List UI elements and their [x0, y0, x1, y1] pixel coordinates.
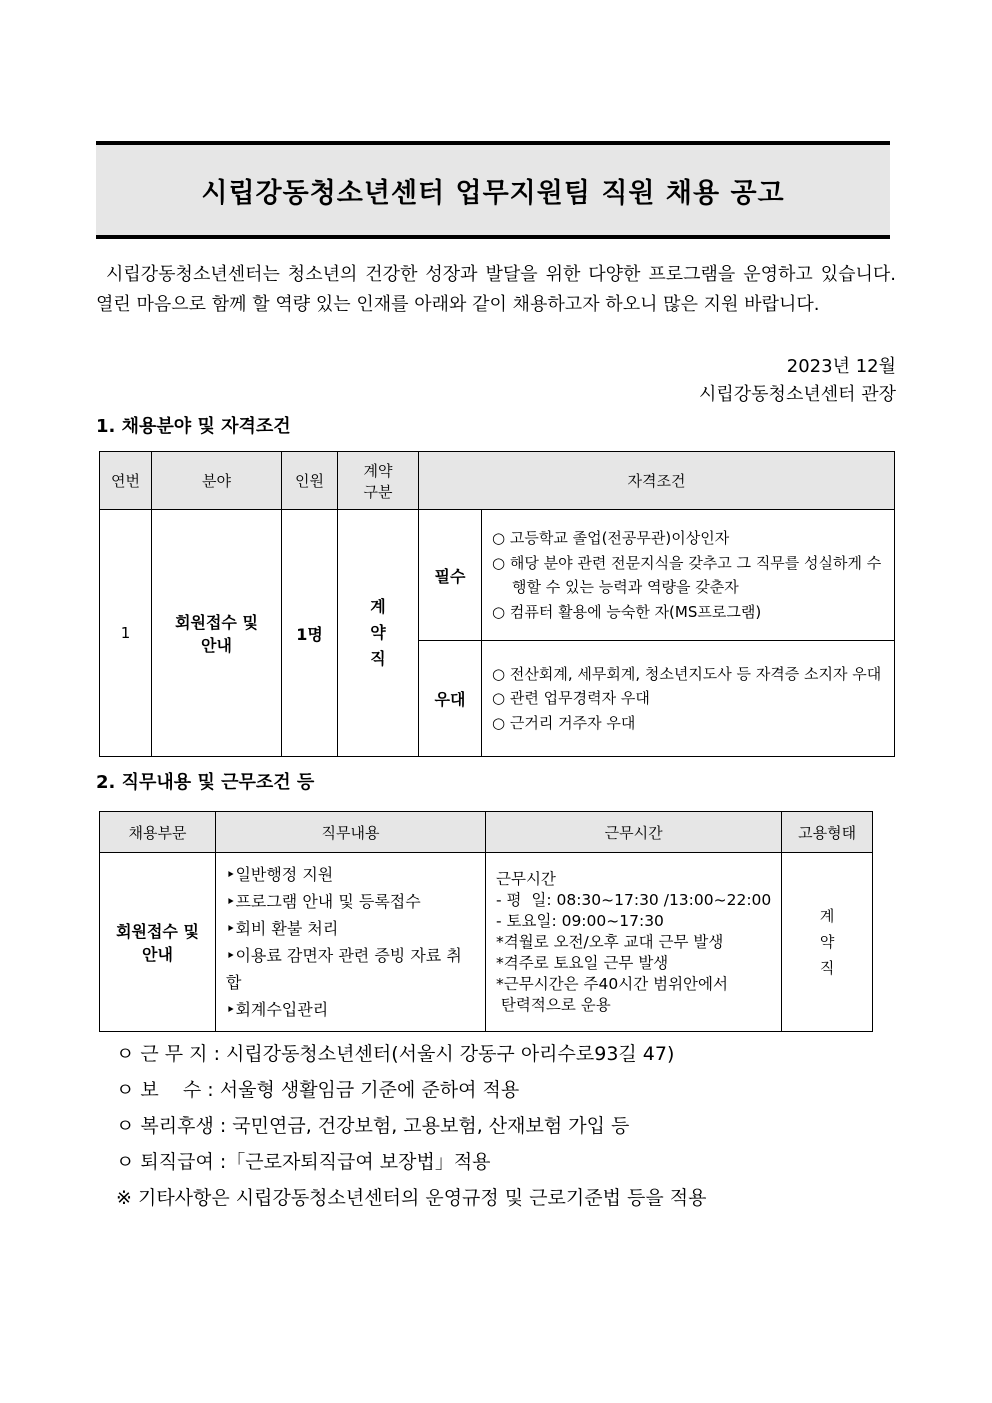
list-item: *근무시간은 주40시간 범위안에서 [496, 974, 728, 993]
cell-dept: 회원접수 및 안내 [100, 853, 216, 1032]
preferred-conditions [482, 641, 895, 757]
list-item: ‣회계수입관리 [226, 1000, 329, 1019]
list-item: - 토요일: 09:00~17:30 [496, 911, 664, 930]
cell-field: 회원접수 및 안내 [152, 510, 282, 757]
cell-duties [216, 853, 486, 1032]
list-item: *격월로 오전/오후 교대 근무 발생 [496, 932, 724, 951]
required-conditions [482, 510, 895, 641]
list-item: ○ 근거리 거주자 우대 [492, 713, 636, 732]
list-item: 탄력적으로 운용 [496, 995, 611, 1014]
cell-contract: 계 약 직 [338, 510, 419, 757]
note-salary: ㅇ 보 수 : 서울형 생활임금 기준에 준하여 적용 [116, 1079, 520, 1101]
preferred-label: 우대 [419, 641, 482, 757]
list-item: ‣프로그램 안내 및 등록접수 [226, 892, 421, 911]
list-item: - 평 일: 08:30~17:30 /13:00~22:00 [496, 890, 772, 909]
note-other: ※ 기타사항은 시립강동청소년센터의 운영규정 및 근로기준법 등을 적용 [116, 1187, 707, 1209]
note-severance: ㅇ 퇴직급여 :「근로자퇴직급여 보장법」적용 [116, 1151, 491, 1173]
header-no: 연번 [100, 452, 152, 510]
list-item: ○ 고등학교 졸업(전공무관)이상인자 [492, 529, 730, 547]
list-item: ○ 관련 업무경력자 우대 [492, 689, 650, 708]
cell-no: 1 [100, 510, 152, 757]
note-workplace: ㅇ 근 무 지 : 시립강동청소년센터(서울시 강동구 아리수로93길 47) [116, 1043, 675, 1065]
cell-type: 계 약 직 [782, 853, 873, 1032]
header-hours: 근무시간 [486, 812, 782, 853]
header-count: 인원 [282, 452, 338, 510]
header-duties: 직무내용 [216, 812, 486, 853]
cell-hours [486, 853, 782, 1032]
job-table [99, 811, 873, 1032]
list-item: ○ 컴퓨터 활용에 능숙한 자(MS프로그램) [492, 602, 762, 621]
list-item: ‣회비 환불 처리 [226, 919, 339, 938]
title-banner [96, 141, 890, 239]
list-item: ‣이용료 감면자 관련 증빙 자료 취합 [226, 946, 462, 992]
header-field: 분야 [152, 452, 282, 510]
list-item: ‣일반행정 지원 [226, 865, 334, 884]
announcement-date: 2023년 12월 [786, 356, 896, 377]
header-qualification: 자격조건 [419, 452, 895, 510]
page-title: 시립강동청소년센터 업무지원팀 직원 채용 공고 [201, 177, 785, 209]
required-label: 필수 [419, 510, 482, 641]
header-type: 고용형태 [782, 812, 873, 853]
list-item: ○ 전산회계, 세무회계, 청소년지도사 등 자격증 소지자 우대 [492, 664, 882, 683]
intro-paragraph: 시립강동청소년센터는 청소년의 건강한 성장과 발달을 위한 다양한 프로그램을 운영하고 있습니다. 열린 마음으로 함께 할 역량 있는 인재를 아래와 같이 채용하고자 하오니 많은 지원 바랍니다. [96, 264, 896, 315]
header-dept: 채용부문 [100, 812, 216, 853]
list-item: 근무시간 [496, 869, 556, 888]
list-item: ○ 해당 분야 관련 전문지식을 갖추고 그 직무를 성실하게 수행할 수 있는 능력과 역량을 갖춘자 [492, 553, 882, 596]
header-contract: 계약 구분 [338, 452, 419, 510]
qualification-table [99, 451, 895, 757]
note-benefits: ㅇ 복리후생 : 국민연금, 건강보험, 고용보험, 산재보험 가입 등 [116, 1115, 630, 1137]
cell-count: 1명 [282, 510, 338, 757]
section1-heading: 1. 채용분야 및 자격조건 [96, 416, 291, 437]
list-item: *격주로 토요일 근무 발생 [496, 953, 669, 972]
signature: 시립강동청소년센터 관장 [699, 384, 896, 405]
notes-list [116, 1036, 706, 1216]
section2-heading: 2. 직무내용 및 근무조건 등 [96, 772, 315, 793]
